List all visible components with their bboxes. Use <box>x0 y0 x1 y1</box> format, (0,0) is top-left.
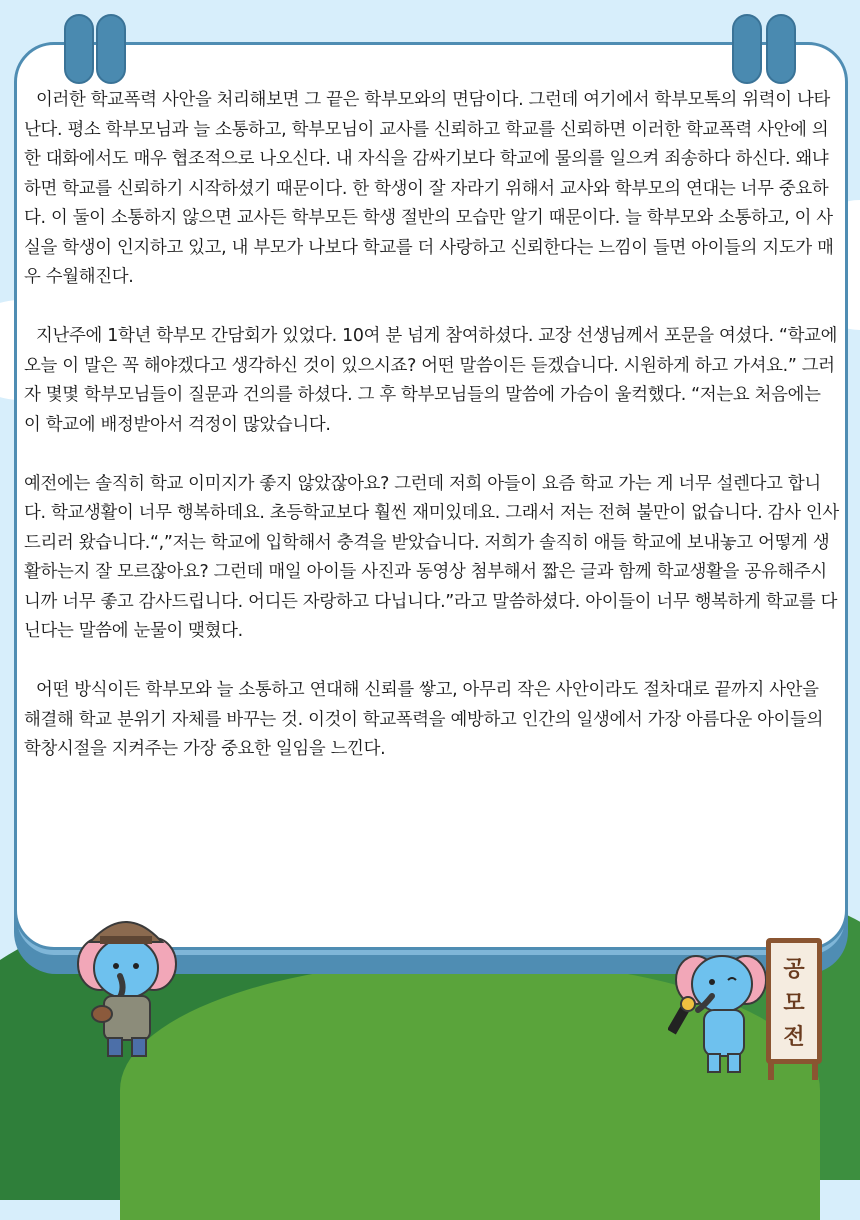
elephant-reporter-illustration <box>668 940 768 1080</box>
paragraph-1: 이러한 학교폭력 사안을 처리해보면 그 끝은 학부모와의 면담이다. 그런데 여기에서 학부모톡의 위력이 나타난다. 평소 학부모님과 늘 소통하고, 학부모님이 교사를 신뢰하고 학교를 신뢰하면 이러한 학교폭력 사안에 의한 대화에서도 매우 협조적으로 나오신다. 내 자식을 감싸기보다 학교에 물의를 일으켜 죄송하다 하신다. 왜냐하면 학교를 신뢰하기 시작하셨기 때문이다. 한 학생이 잘 자라기 위해서 교사와 학부모의 연대는 너무 중요하다. 이 둘이 소통하지 않으면 교사든 학부모든 학생 절반의 모습만 알기 때문이다. 늘 학부모와 소통하고, 이 사실을 학생이 인지하고 있고, 내 부모가 나보다 학교를 더 사랑하고 신뢰한다는 느낌이 들면 아이들의 지도가 매우 수월해진다. <box>24 90 834 287</box>
contest-sign-label: 공 모 전 <box>783 957 805 1050</box>
elephant-explorer-illustration <box>70 912 180 1062</box>
binder-ring-right-1 <box>732 14 762 84</box>
binder-ring-right-2 <box>766 14 796 84</box>
paragraph-4: 어떤 방식이든 학부모와 늘 소통하고 연대해 신뢰를 쌓고, 아무리 작은 사안이라도 절차대로 끝까지 사안을 해결해 학교 분위기 자체를 바꾸는 것. 이것이 학교폭력을 예방하고 인간의 일생에서 가장 아름다운 아이들의 학창시절을 지켜주는 가장 중요한 일임을 느낀다. <box>24 680 829 759</box>
binder-ring-left-2 <box>96 14 126 84</box>
essay-body <box>24 86 843 794</box>
paragraph-3: 예전에는 솔직히 학교 이미지가 좋지 않았잖아요? 그런데 저희 아들이 요즘 학교 가는 게 너무 설렌다고 합니다. 학교생활이 너무 행복하데요. 초등학교보다 훨씬 재미있데요. 그래서 저는 전혀 불만이 없습니다. 감사 인사드리러 왔습니다.“,”저는 학교에 입학해서 충격을 받았습니다. 저희가 솔직히 애들 학교에 보내놓고 어떻게 생활하는지 잘 모르잖아요? 그런데 매일 아이들 사진과 동영상 첨부해서 짧은 글과 함께 학교생활을 공유해주시니까 너무 좋고 감사드립니다. 어디든 자랑하고 다닙니다.”라고 말씀하셨다. 아이들이 너무 행복하게 학교를 다닌다는 말씀에 눈물이 맺혔다. <box>24 473 839 641</box>
paragraph-2: 지난주에 1학년 학부모 간담회가 있었다. 10여 분 넘게 참여하셨다. 교장 선생님께서 포문을 여셨다. “학교에 오늘 이 말은 꼭 해야겠다고 생각하신 것이 있으시죠? 어떤 말씀이든 듣겠습니다. 시원하게 하고 가셔요.” 그러자 몇몇 학부모님들이 질문과 건의를 하셨다. 그 후 학부모님들의 말씀에 가슴이 울컥했다. “저는요 처음에는 이 학교에 배정받아서 걱정이 많았습니다. <box>24 326 843 435</box>
contest-sign <box>766 938 822 1064</box>
binder-ring-left-1 <box>64 14 94 84</box>
